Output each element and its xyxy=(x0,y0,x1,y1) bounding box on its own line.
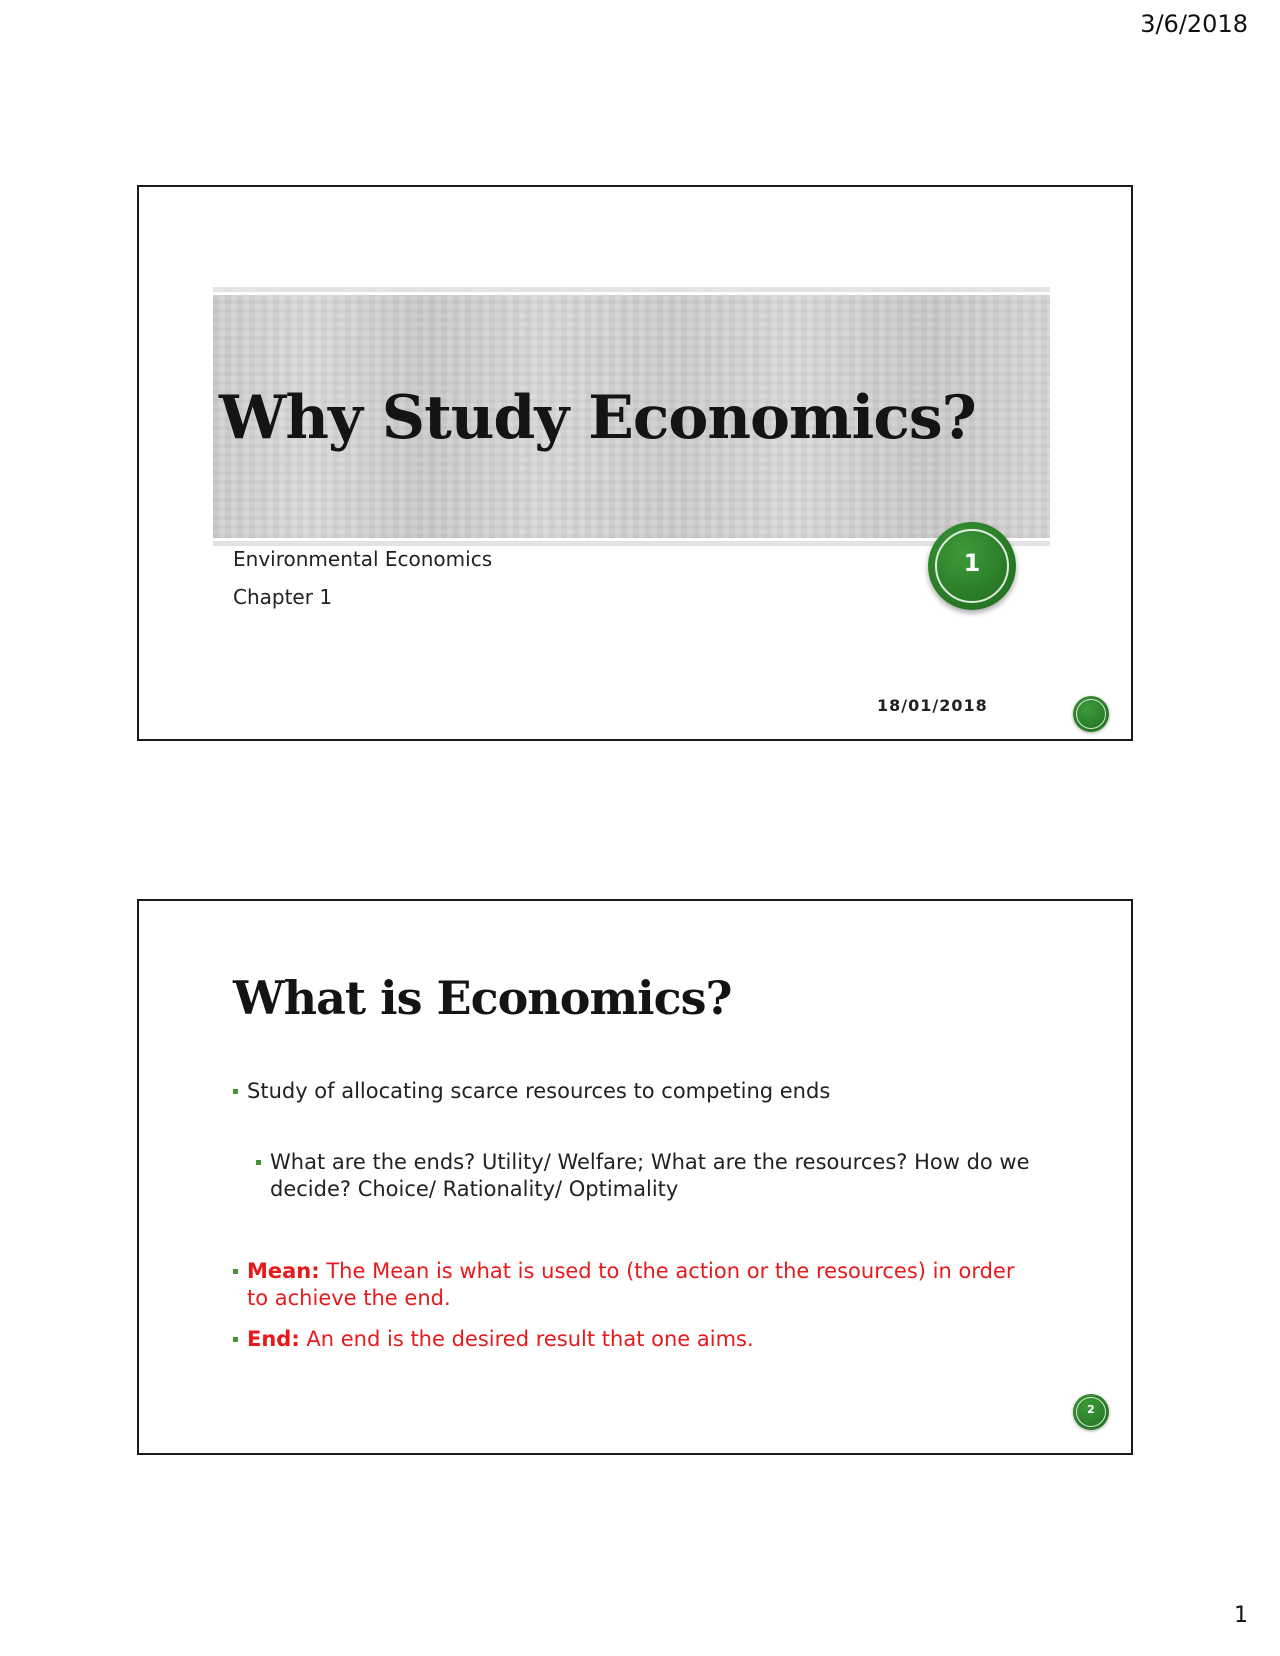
title-band xyxy=(213,295,1050,538)
slide-2 xyxy=(137,899,1133,1455)
bullet-sub-questions xyxy=(256,1149,1030,1203)
slide-1-title: Why Study Economics? xyxy=(219,383,976,453)
slide-2-title: What is Economics? xyxy=(233,971,732,1025)
slide-number: 2 xyxy=(1087,1403,1095,1416)
bullet-term: Mean: xyxy=(247,1259,320,1283)
slide-1 xyxy=(137,185,1133,741)
bullet-term: End: xyxy=(247,1327,300,1351)
page-number: 1 xyxy=(1234,1603,1248,1628)
slide-1-date: 18/01/2018 xyxy=(877,696,988,715)
slide-number-badge xyxy=(1073,1394,1109,1430)
page-date: 3/6/2018 xyxy=(1140,10,1248,38)
bullet-text: What are the ends? Utility/ Welfare; What are the resources? How do we decide? Choice/ Rationality/ Optimality xyxy=(270,1150,1030,1201)
chapter-number: 1 xyxy=(963,549,981,577)
bullet-end xyxy=(233,1326,1027,1353)
chapter-label: Chapter 1 xyxy=(233,585,333,609)
course-name: Environmental Economics xyxy=(233,547,493,571)
bullet-text: An end is the desired result that one aims. xyxy=(299,1327,754,1351)
bullet-text: Study of allocating scarce resources to competing ends xyxy=(247,1079,831,1103)
chapter-number-badge xyxy=(928,522,1016,610)
bullet-definition xyxy=(233,1078,1027,1105)
slide-number-badge-icon xyxy=(1073,696,1109,732)
bullet-mean xyxy=(233,1258,1027,1312)
bullet-text: The Mean is what is used to (the action or the resources) in order to achieve the end. xyxy=(247,1259,1015,1310)
